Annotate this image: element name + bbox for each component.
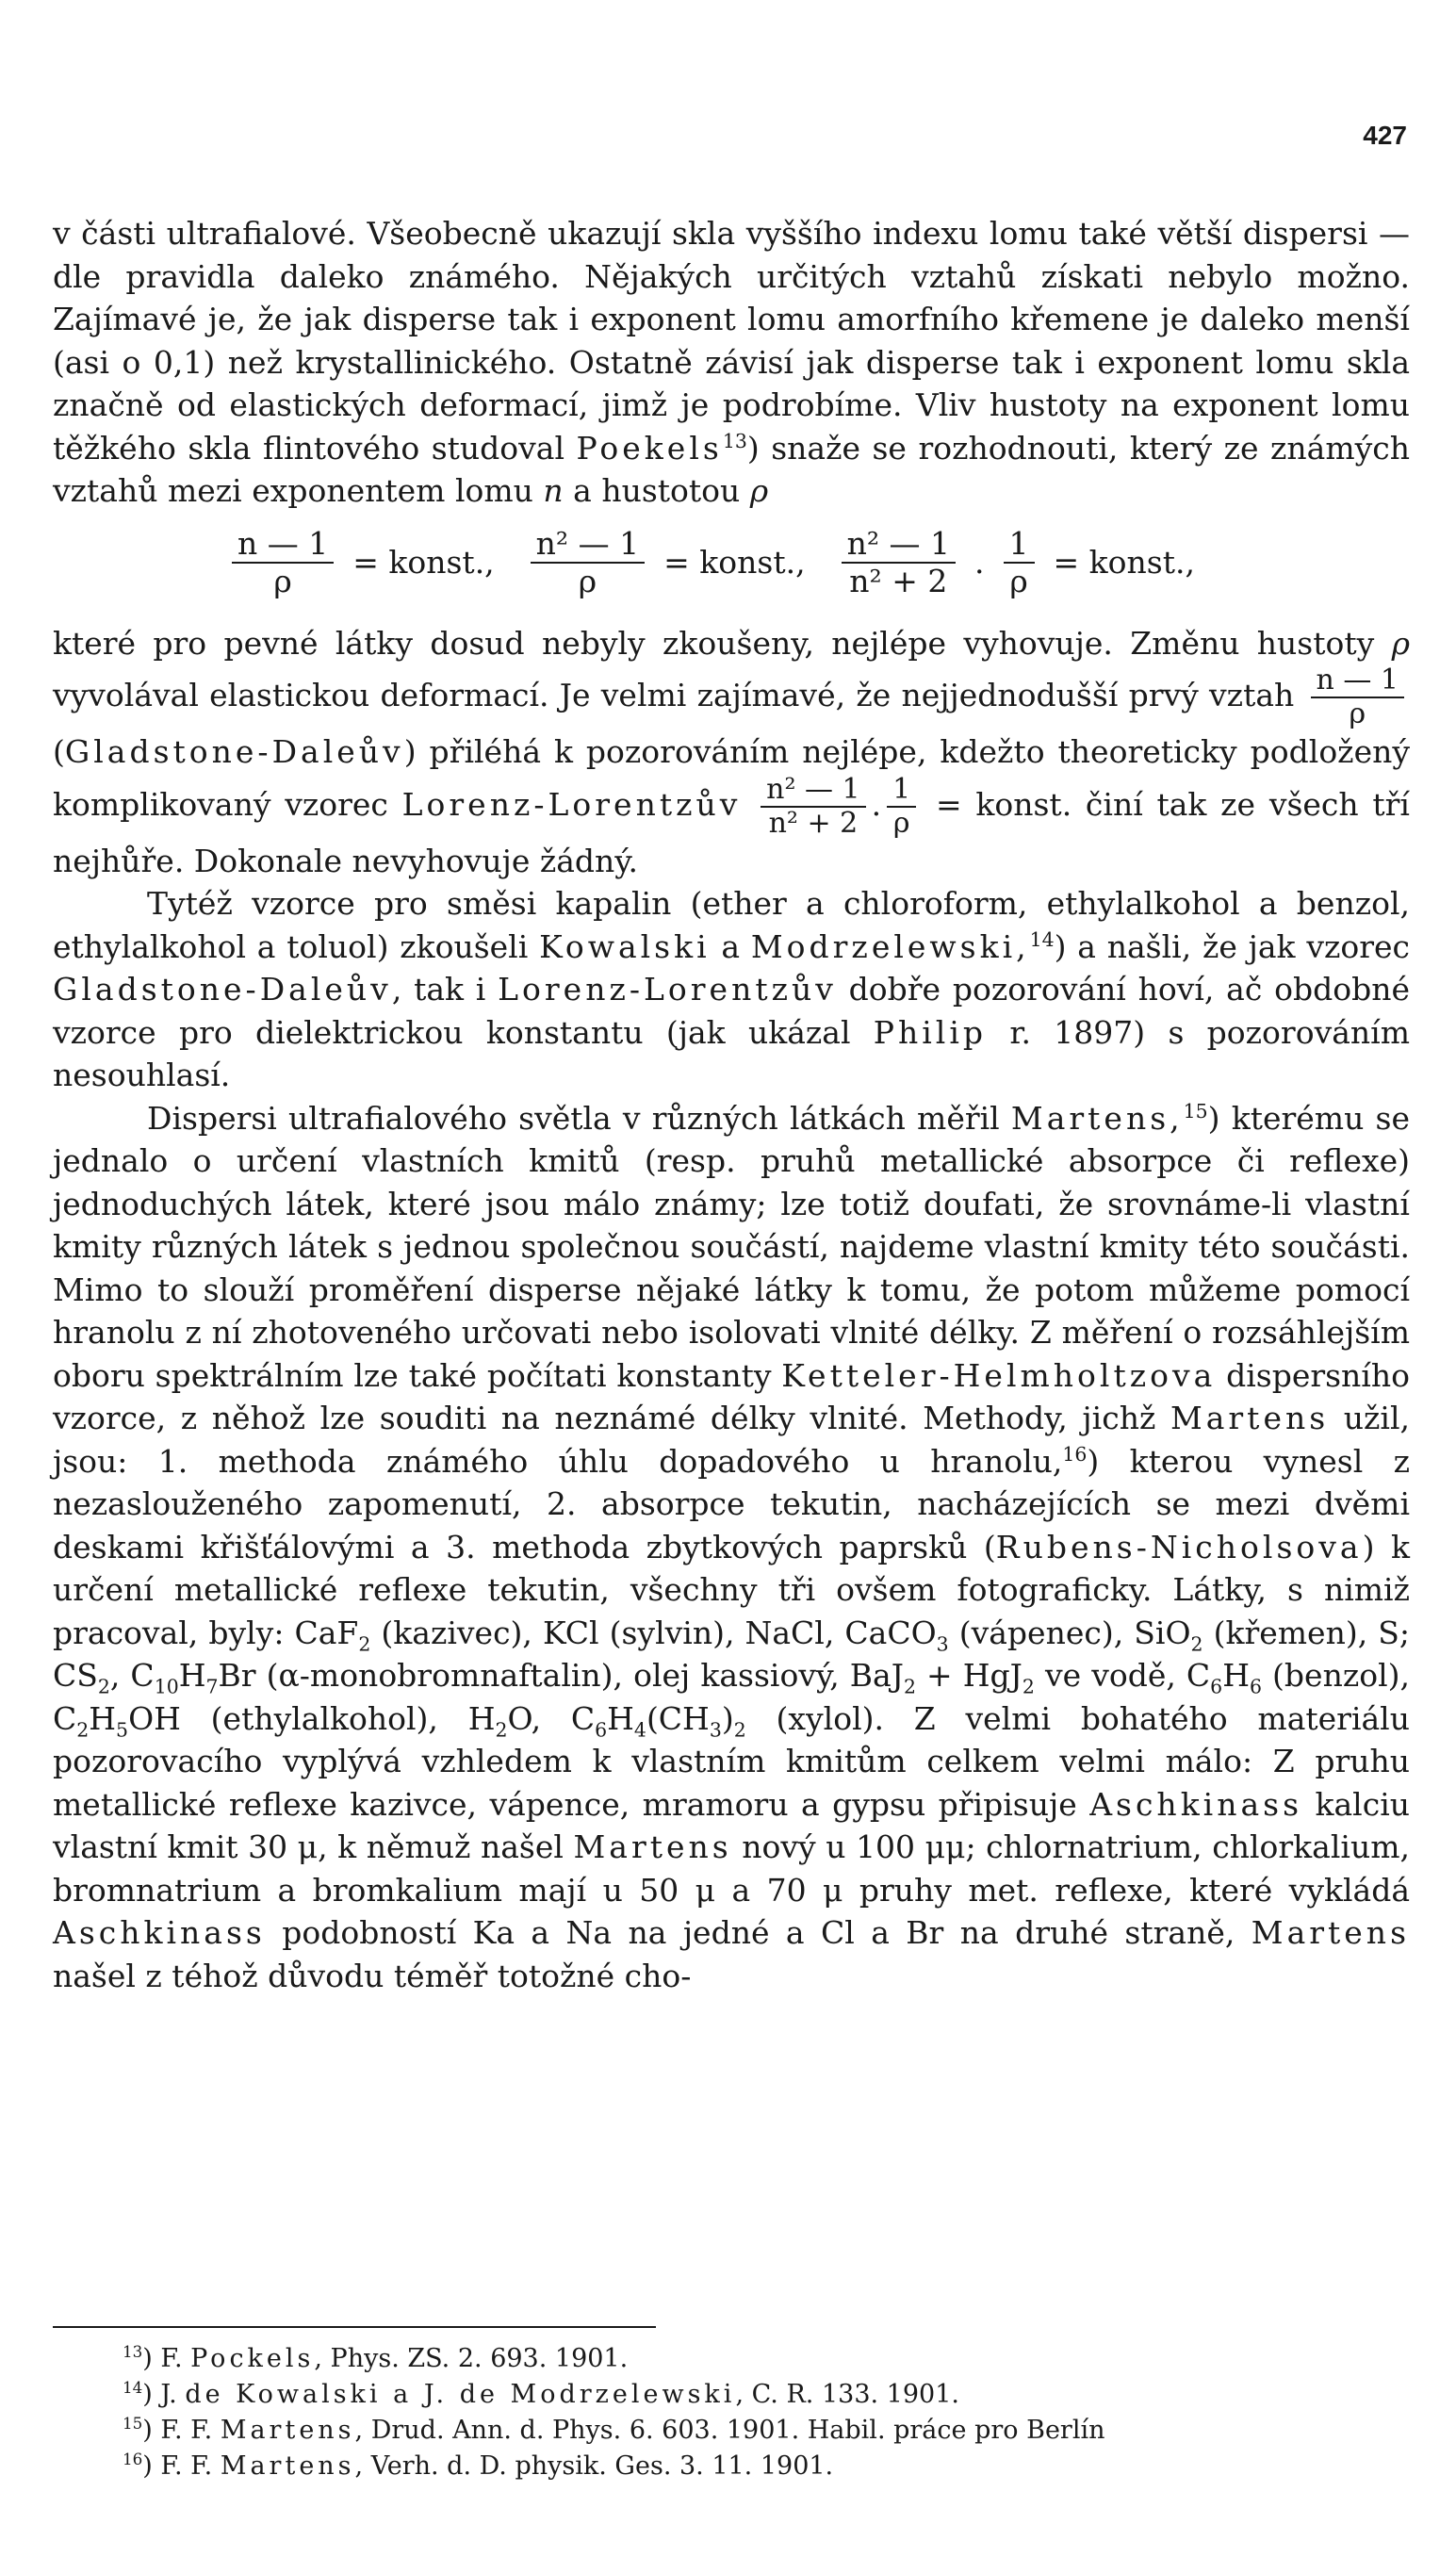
footnote-16: $^{16}$) F. F. Martens, Verh. d. D. physik. Ges. 3. 11. 1901. <box>123 2450 834 2481</box>
paragraph-4: Dispersi ultrafialového světla v různých látkách měřil Martens,$^{15}$) kterému se jednalo o určení vlastních kmitů (resp. pruhů metallické absorpce či reflexe) jednoduchých látek, které jsou málo známy; lze totiž doufati, že srovnáme-li vlastní kmity různých látek s jednou společnou součástí, najdeme vlastní kmity této součásti. Mimo to slouží proměření disperse nějaké látky k tomu, že potom můžeme pomocí hranolu z ní zhotoveného určovati nebo isolovati vlnité délky. Z měření o rozsáhlejším oboru spektrálním lze také počítati konstanty Ketteler-Helmholtzova dispersního vzorce, z něhož lze souditi na neznámé délky vlnité. Methody, jichž Martens užil, jsou: 1. methoda známého úhlu dopadového u hranolu,$^{16}$) kterou vynesl z nezaslouženého zapomenutí, 2. absorpce tekutin, nacházejících se mezi dvěmi deskami křišťálovými a 3. methoda zbytkových paprsků (Rubens-Nicholsova) k určení metallické reflexe tekutin, všechny tři ovšem fotograficky. Látky, s nimiž pracoval, byly: CaF$_2$ (kazivec), KCl (sylvin), NaCl, CaCO$_3$ (vápenec), SiO$_2$ (křemen), S; $CS_2$, $C_{10}H_7Br$ (α-monobromnaftalin), olej kassiový, BaJ$_2$ + HgJ$_2$ ve vodě, $C_6H_6$ (benzol), $C_2H_5OH$ (ethylalkohol), $H_2O$, $C_6H_4(CH_3)_2$ (xylol). Z velmi bohatého materiálu pozorovacího vyplývá vzhledem k vlastním kmitům celkem velmi málo: Z pruhu metallické reflexe kazivce, vápence, mramoru a gypsu připisuje Aschkinass kalciu vlastní kmit 30 μ, k němuž našel Martens nový u 100 μμ; chlornatrium, chlorkalium, bromnatrium a bromkalium mají u 50 μ a 70 μ pruhy met. reflexe, které vykládá Aschkinass podobností Ka a Na na jedné a Cl a Br na druhé straně, Martens našel z téhož důvodu téměř totožné cho- <box>53 1099 1411 1994</box>
footnote-ref: 13 <box>722 429 747 452</box>
footnote-15: $^{15}$) F. F. Martens, Drud. Ann. d. Phys. 6. 603. 1901. Habil. práce pro Berlín <box>123 2414 1105 2445</box>
fraction: $\frac{\text{n² — 1}}{\text{n² + 2}}$ <box>842 526 956 599</box>
page-number: 427 <box>1363 121 1407 150</box>
footnote-13: $^{13}$) F. Pockels, Phys. ZS. 2. 693. 1901. <box>123 2342 629 2373</box>
author-name: Lorenz-Lorentzův <box>401 785 742 823</box>
author-name: Martens <box>1170 1400 1330 1436</box>
fraction: $\frac{\text{n² — 1}}{\rho}$ <box>531 526 645 599</box>
footnote-ref: 15 <box>1183 1099 1208 1123</box>
author-name: Poekels <box>576 429 723 467</box>
author-name: Rubens-Nicholsova <box>995 1528 1363 1565</box>
formula-display: $\frac{n — 1}{\rho}$ = konst., $\frac{\text{n² — 1}}{\rho}$ = konst., $\frac{\text{n² — 1}}{\text{n² + 2}}$ . $\frac{1}{\rho}$ = konst., <box>53 513 1410 615</box>
footnote-divider <box>53 2326 656 2328</box>
fraction: $\frac{n — 1}{\rho}$ <box>232 526 334 599</box>
paragraph-3: Tytéž vzorce pro směsi kapalin (ether a chloroform, ethylalkohol a benzol, ethylalkohol a toluol) zkoušeli Kowalski a Modrzelewski,$^{14}$) a našli, že jak vzorec Gladstone-Daleův, tak i Lorenz-Lorentzův dobře pozorování hoví, ač obdobné vzorce pro dielektrickou konstantu (jak ukázal Philip r. 1897) s pozorováním nesouhlasí. <box>53 885 1411 1093</box>
author-name: Philip <box>873 1013 988 1051</box>
author-name: Modrzelewski, <box>750 927 1030 965</box>
footnote-ref: 14 <box>1029 927 1055 951</box>
author-name: Gladstone-Daleův <box>53 971 392 1008</box>
author-name: Lorenz-Lorentzův <box>498 971 837 1008</box>
inline-fraction: $\frac{\text{n² — 1}}{\text{n² + 2}}$ <box>761 774 866 840</box>
footnotes <box>123 2341 1414 2484</box>
footnote-ref: 16 <box>1062 1442 1088 1466</box>
author-name: Martens <box>1251 1914 1410 1951</box>
body-text <box>53 212 1410 1997</box>
paragraph-1: v části ultrafialové. Všeobecně ukazují skla vyššího indexu lomu také větší dispersi — dle pravidla daleko známého. Nějakých určitých vztahů získati nebylo možno. Zajímavé je, že jak disperse tak i exponent lomu amorfního křemene je daleko menší (asi o 0,1) než krystallinického. Ostatně závisí jak disperse tak i exponent lomu skla značně od elastických deformací, jimž je podrobíme. Vliv hustoty na exponent lomu těžkého skla flintového studoval Poekels$^{13}$) snaže se rozhodnouti, který ze známých vztahů mezi exponentem lomu n a hustotou ρ <box>53 215 1410 509</box>
author-name: Ketteler-Helmholtzova <box>781 1356 1217 1394</box>
inline-fraction: $\frac{1}{\rho}$ <box>887 774 916 840</box>
paragraph-2: které pro pevné látky dosud nebyly zkoušeny, nejlépe vyhovuje. Změnu hustoty ρ vyvolával elastickou deformací. Je velmi zajímavé, že nejjednodušší prvý vztah $\frac{n — 1}{\rho}$ (Gladstone-Daleův) přiléhá k pozorováním nejlépe, kdežto theoreticky podložený komplikovaný vzorec Lorenz-Lorentzův $\frac{\text{n² — 1}}{\text{n² + 2}}$ . $\frac{1}{\rho}$ = konst. činí tak ze všech tří nejhůře. Dokonale nevyhovuje žádný. <box>53 624 1410 879</box>
inline-fraction: $\frac{n — 1}{\rho}$ <box>1311 664 1404 730</box>
author-name: Aschkinass <box>53 1914 266 1951</box>
author-name: Martens, <box>1010 1099 1184 1137</box>
author-name: Aschkinass <box>1089 1785 1303 1823</box>
author-name: Gladstone-Daleův <box>64 733 404 770</box>
author-name: Kowalski <box>539 927 711 965</box>
author-name: Martens <box>573 1828 732 1865</box>
footnote-14: $^{14}$) J. de Kowalski a J. de Modrzelewski, C. R. 133. 1901. <box>123 2378 959 2409</box>
fraction: $\frac{1}{\rho}$ <box>1004 526 1035 599</box>
